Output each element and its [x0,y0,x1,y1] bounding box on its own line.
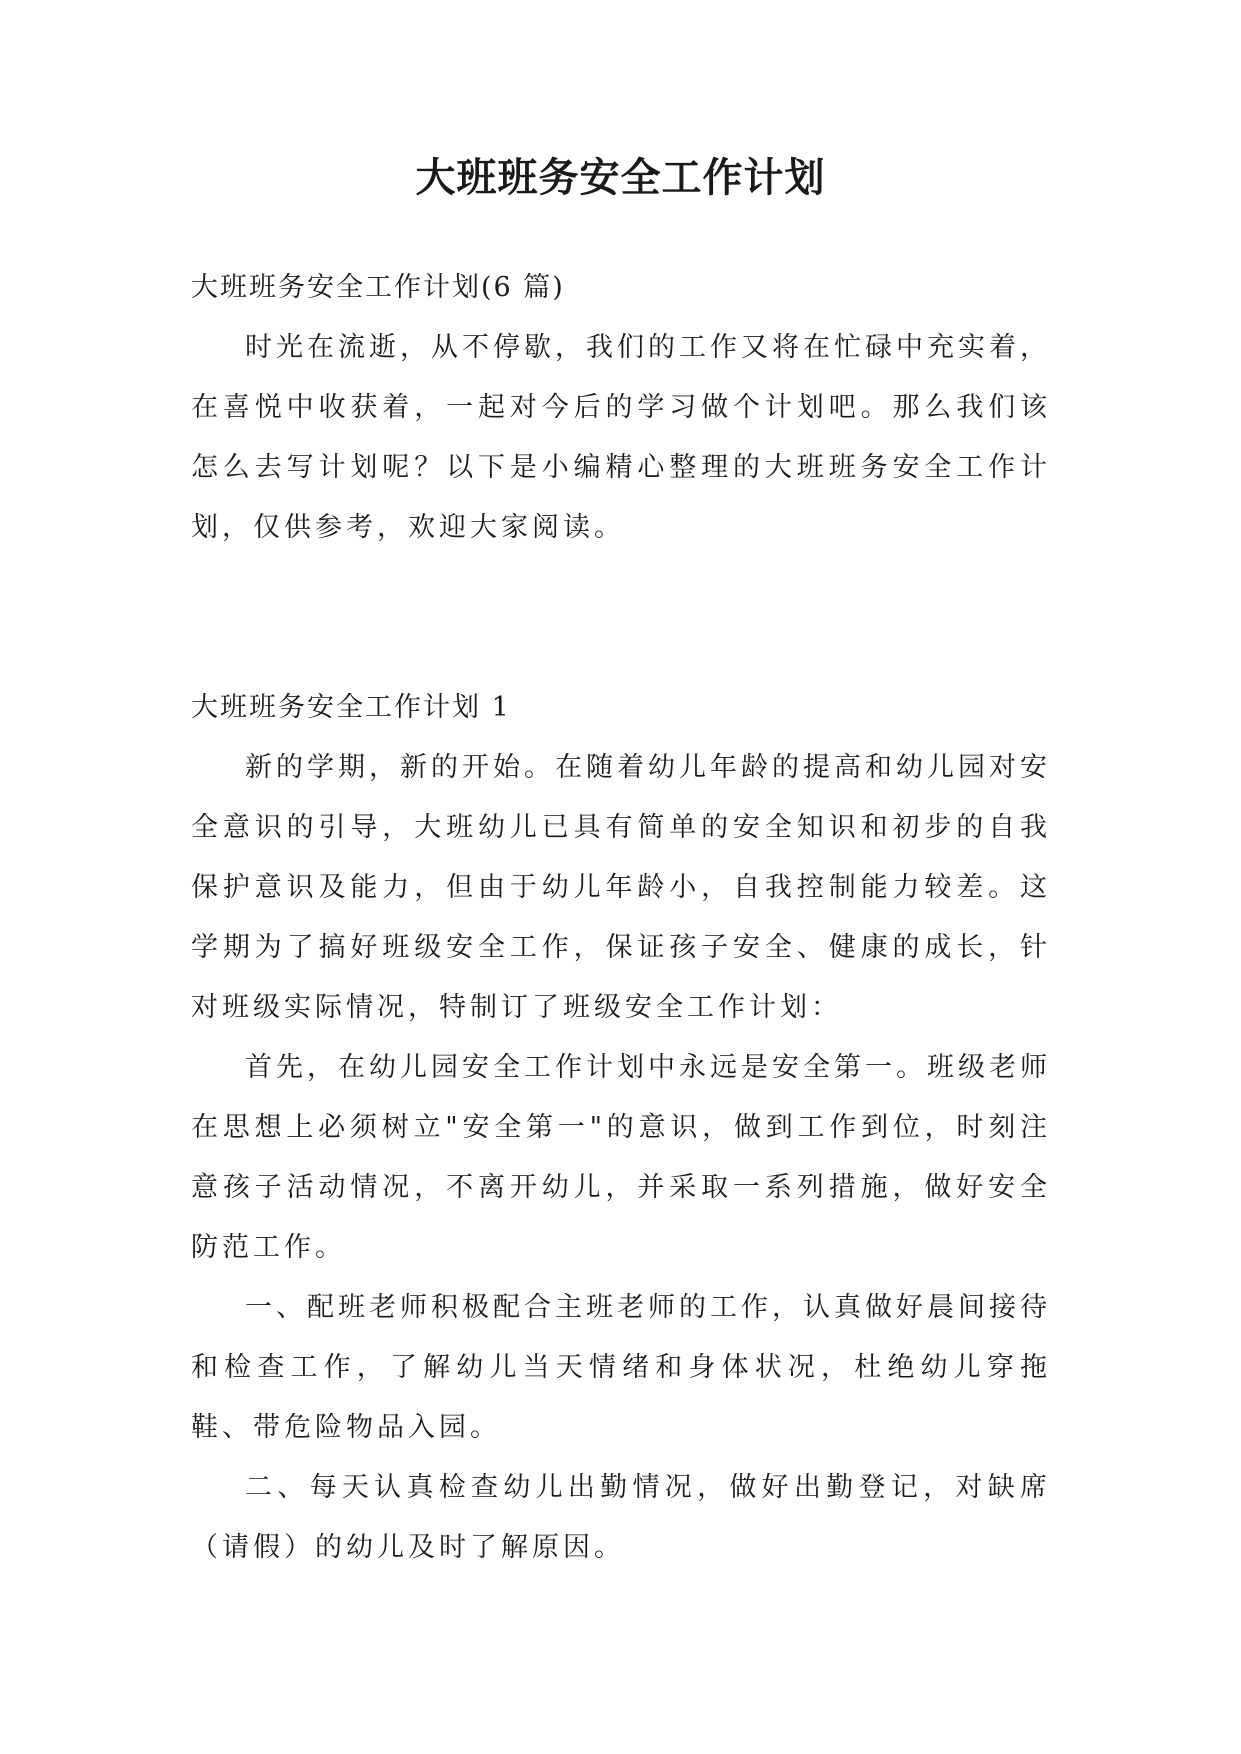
body-paragraph: 新的学期，新的开始。在随着幼儿年龄的提高和幼儿园对安全意识的引导，大班幼儿已具有简单的安全知识和初步的自我保护意识及能力，但由于幼儿年龄小，自我控制能力较差。这学期为了搞好班级安全工作，保证孩子安全、健康的成长，针对班级实际情况，特制订了班级安全工作计划： [191,752,1051,1023]
section-gap [191,558,1051,678]
document-subtitle: 大班班务安全工作计划(6 篇) [191,272,565,303]
body-paragraph: 二、每天认真检查幼儿出勤情况，做好出勤登记，对缺席（请假）的幼儿及时了解原因。 [191,1472,1051,1563]
document-body [191,258,1051,1578]
intro-paragraph: 时光在流逝，从不停歇，我们的工作又将在忙碌中充实着，在喜悦中收获着，一起对今后的学习做个计划吧。那么我们该怎么去写计划呢？以下是小编精心整理的大班班务安全工作计划，仅供参考，欢迎大家阅读。 [191,332,1051,543]
body-paragraph: 首先，在幼儿园安全工作计划中永远是安全第一。班级老师在思想上必须树立"安全第一"的意识，做到工作到位，时刻注意孩子活动情况，不离开幼儿，并采取一系列措施，做好安全防范工作。 [191,1052,1051,1263]
section-heading: 大班班务安全工作计划 1 [191,692,511,723]
document-title: 大班班务安全工作计划 [415,154,826,201]
body-paragraph: 一、配班老师积极配合主班老师的工作，认真做好晨间接待和检查工作，了解幼儿当天情绪和身体状况，杜绝幼儿穿拖鞋、带危险物品入园。 [191,1292,1051,1443]
